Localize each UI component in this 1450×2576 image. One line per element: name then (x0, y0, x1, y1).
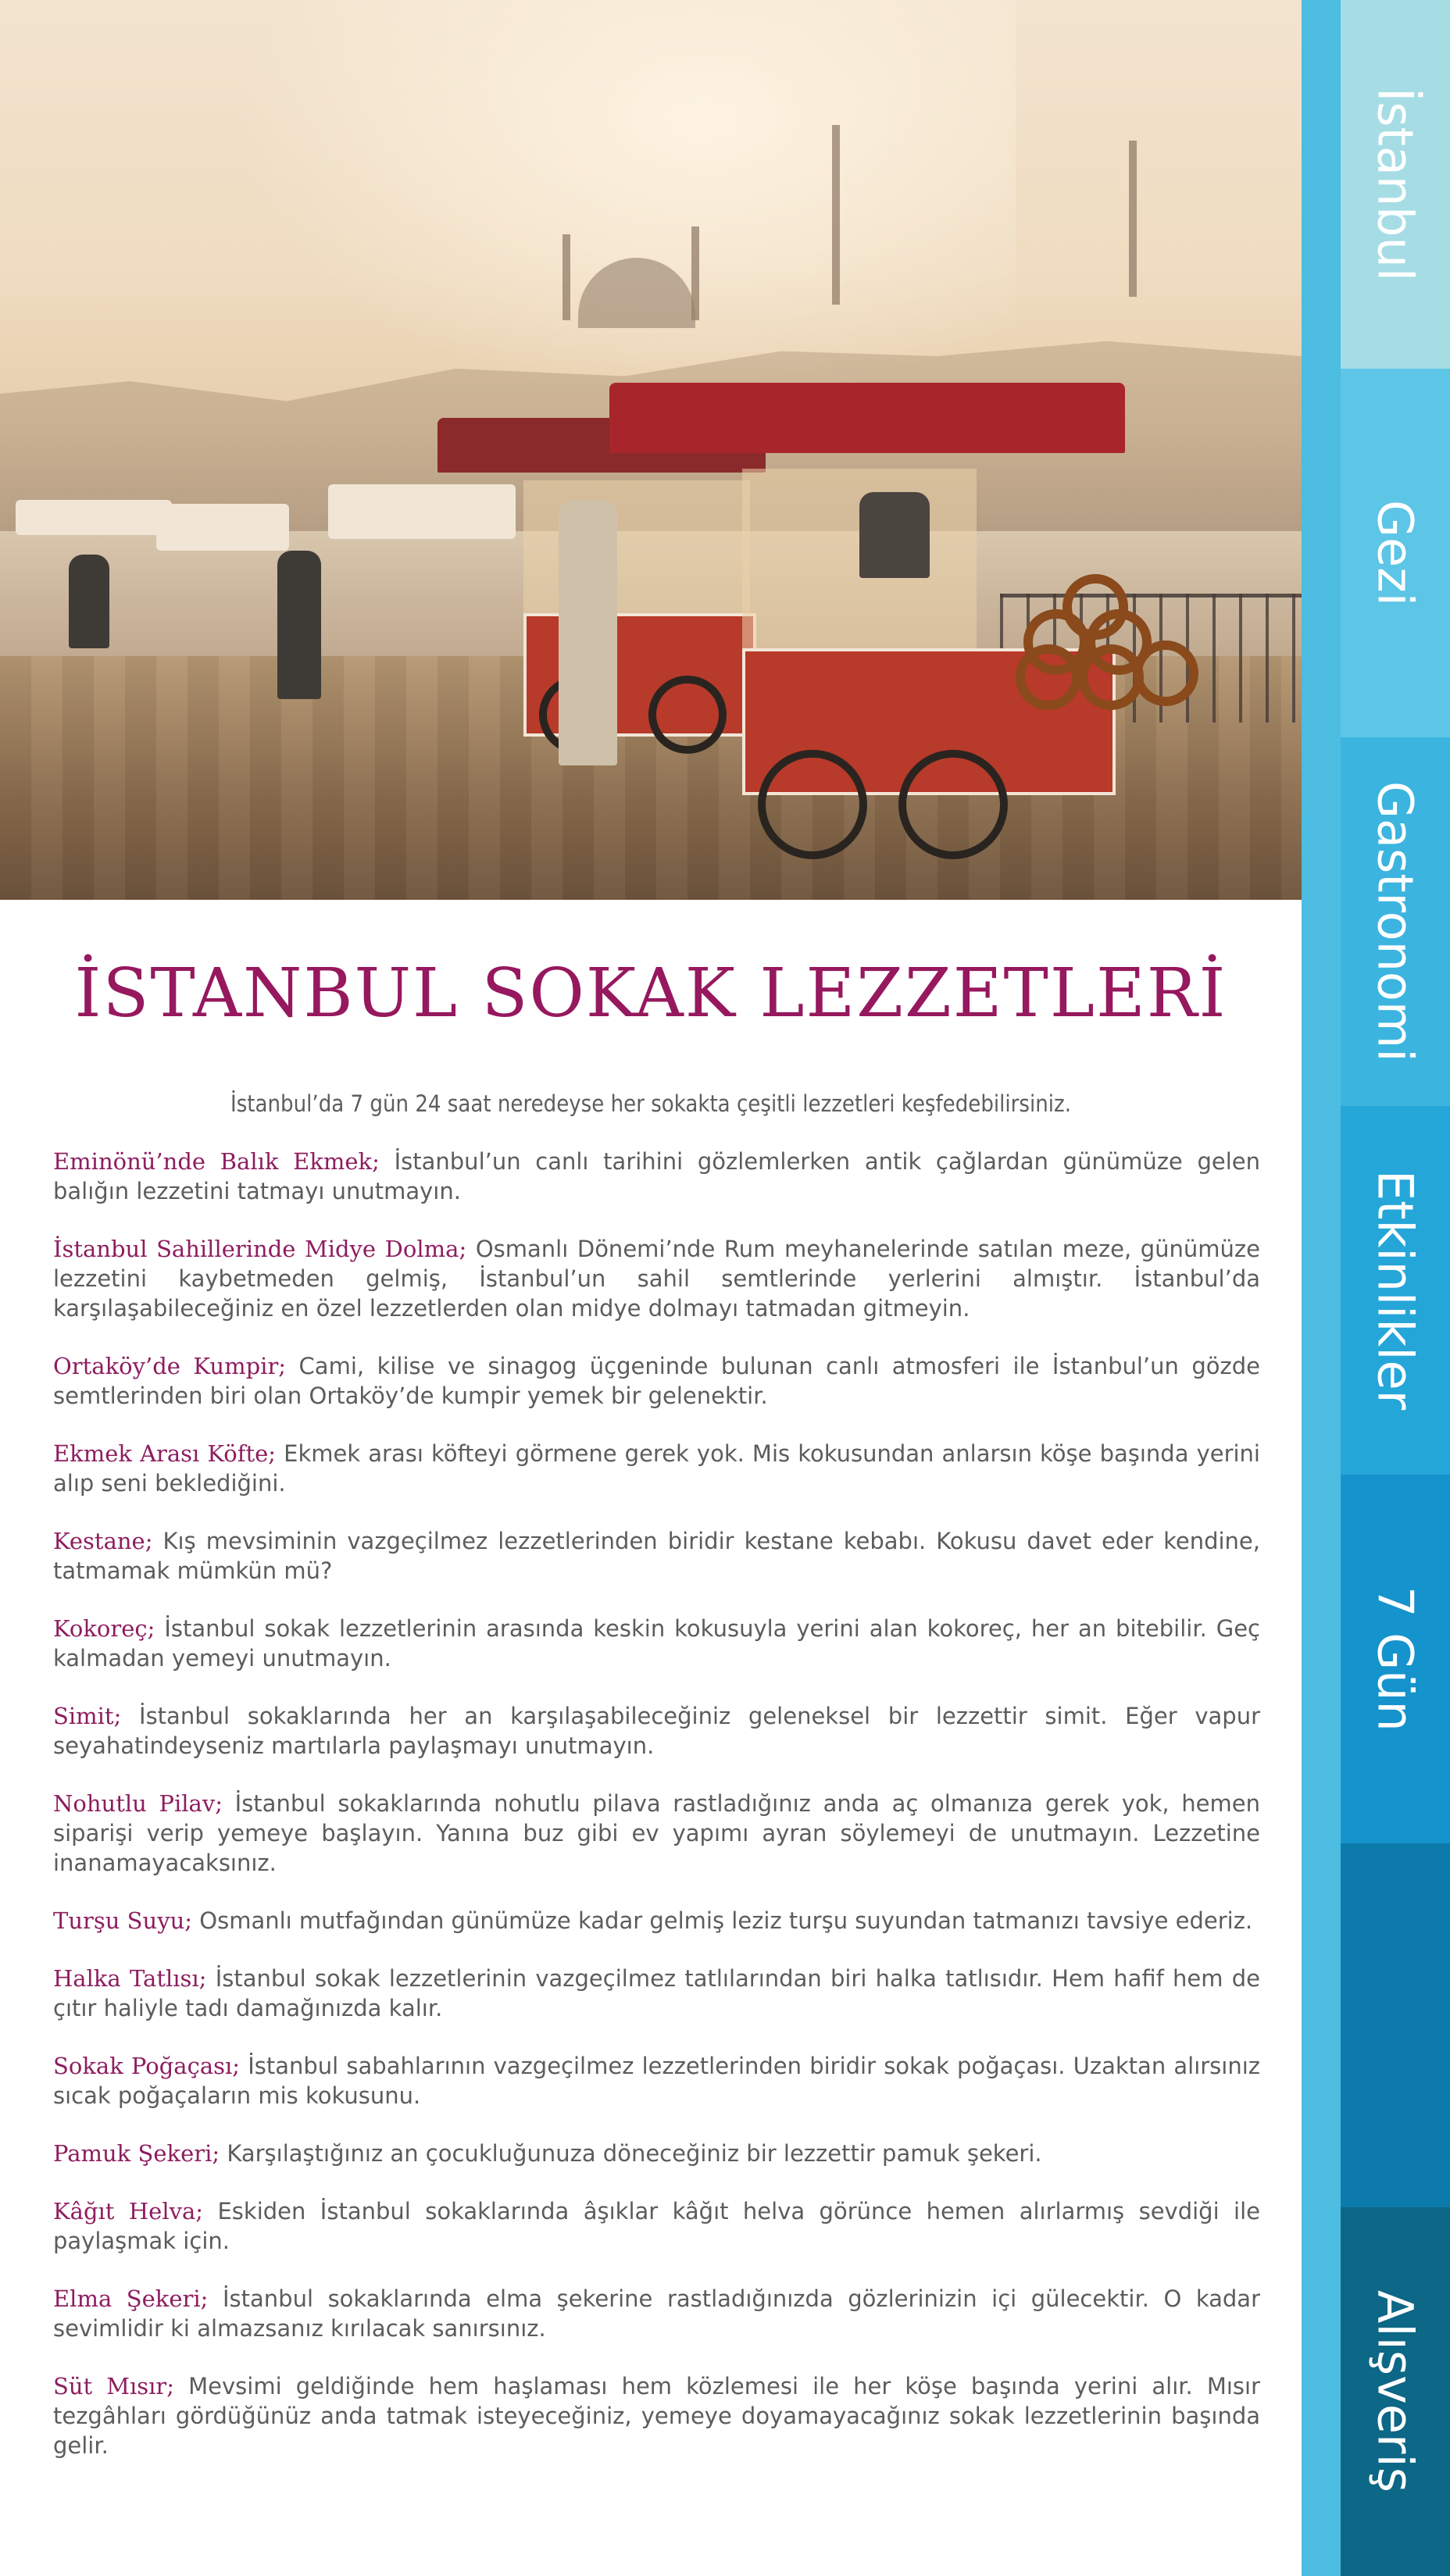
tab-alisveris[interactable] (1341, 2207, 1450, 2576)
item-name: Simit; (53, 1703, 122, 1729)
simit-stack (1016, 644, 1081, 710)
list-item (53, 2139, 1260, 2168)
street-food-list (53, 1147, 1260, 2489)
item-name: Ortaköy’de Kumpir; (53, 1353, 287, 1379)
item-text: İstanbul sabahlarının vazgeçilmez lezzetlerinden biridir sokak poğaçası. Uzaktan alırsınız sıcak poğaçaların mis kokusunu. (53, 2053, 1260, 2109)
tab-label: Alışveriş (1366, 2290, 1424, 2493)
tab-label: Gastronomi (1366, 781, 1424, 1062)
list-item (53, 1701, 1260, 1761)
hero-photo (0, 0, 1302, 900)
list-item (53, 1789, 1260, 1878)
ferry (16, 500, 172, 535)
list-item (53, 1614, 1260, 1673)
list-item (53, 1234, 1260, 1323)
list-item (53, 1351, 1260, 1411)
list-item (53, 1439, 1260, 1498)
item-text: Eskiden İstanbul sokaklarında âşıklar kâğıt helva görünce hemen alırlarmış sevdiği ile paylaşmak için. (53, 2198, 1260, 2254)
item-text: Osmanlı mutfağından günümüze kadar gelmiş leziz turşu suyundan tatmanızı tavsiye ederiz. (192, 1907, 1253, 1934)
tab-label: İstanbul (1366, 87, 1424, 282)
list-item (53, 2284, 1260, 2343)
item-name: Kâğıt Helva; (53, 2198, 204, 2225)
item-text: İstanbul’un canlı tarihini gözlemlerken antik çağlardan günümüze gelen balığın lezzetini tatmayı unutmayın. (53, 1148, 1260, 1204)
fisherman (277, 551, 321, 699)
item-name: Nohutlu Pilav; (53, 1790, 223, 1817)
list-item (53, 1526, 1260, 1586)
tab-label: Gezi (1366, 500, 1424, 606)
item-text: Cami, kilise ve sinagog üçgeninde bulunan canlı atmosferi ile İstanbul’un gözde semtlerinden biri olan Ortaköy’de kumpir yemek bir gelenektir. (53, 1353, 1260, 1409)
item-name: Sokak Poğaçası; (53, 2053, 241, 2079)
tab-7-gun[interactable] (1341, 1475, 1450, 1843)
item-name: İstanbul Sahillerinde Midye Dolma; (53, 1236, 467, 1262)
vendor (859, 492, 930, 578)
vendor (559, 500, 617, 765)
tab-gezi[interactable] (1341, 369, 1450, 737)
item-text: Karşılaştığınız an çocukluğunuza döneceğiniz bir lezzettir pamuk şekeri. (220, 2140, 1042, 2167)
fisherman (69, 555, 109, 648)
list-item (53, 1147, 1260, 1206)
item-text: İstanbul sokak lezzetlerinin vazgeçilmez tatlılarından biri halka tatlısıdır. Hem hafif hem de çıtır haliyle tadı damağınızda kalır. (53, 1965, 1260, 2021)
list-item (53, 2196, 1260, 2256)
minaret (832, 125, 840, 305)
list-item (53, 2051, 1260, 2110)
item-text: Mevsimi geldiğinde hem haşlaması hem közlemesi ile her köşe başında yerini alır. Mısır tezgâhları gördüğünüz anda tatmak isteyeceğiniz, yemeye doyamayacağınız sokak lezzetlerinin başında gelir. (53, 2373, 1260, 2459)
tab-gastronomi[interactable] (1341, 737, 1450, 1106)
page-title: İSTANBUL SOKAK LEZZETLERİ (74, 954, 1227, 1033)
tabs-strip (1302, 0, 1341, 2576)
list-item (53, 1964, 1260, 2023)
minaret (562, 234, 570, 320)
item-text: Kış mevsiminin vazgeçilmez lezzetlerinden biridir kestane kebabı. Kokusu davet eder kendine, tatmamak mümkün mü? (53, 1528, 1260, 1584)
list-item (53, 1906, 1260, 1936)
item-name: Kokoreç; (53, 1615, 155, 1642)
item-name: Kestane; (53, 1528, 153, 1554)
intro-text: İstanbul’da 7 gün 24 saat neredeyse her sokakta çeşitli lezzetleri keşfedebilirsiniz. (230, 1090, 1071, 1117)
item-text: Ekmek arası köfteyi görmene gerek yok. Mis kokusundan anlarsın köşe başında yerini alıp seni beklediğini. (53, 1440, 1260, 1497)
item-text: İstanbul sokaklarında elma şekerine rastladığınızda gözlerinizin içi gülecektir. O kadar sevimlidir ki almazsanız kırılacak sanırsınız. (53, 2285, 1260, 2342)
item-name: Halka Tatlısı; (53, 1965, 207, 1992)
item-name: Süt Mısır; (53, 2373, 175, 2399)
item-text: İstanbul sokak lezzetlerinin arasında keskin kokusuyla yerini alan kokoreç, her an bitebilir. Geç kalmadan yemeyi unutmayın. (53, 1615, 1260, 1672)
item-name: Pamuk Şekeri; (53, 2140, 220, 2167)
tab-label: Etkinlikler (1366, 1170, 1424, 1411)
list-item (53, 2371, 1260, 2460)
tab-label: 7 Gün (1366, 1586, 1424, 1732)
item-text: Osmanlı Dönemi’nde Rum meyhanelerinde satılan meze, günümüze lezzetini kaybetmeden gelmiş, İstanbul’un sahil semtlerinde yerlerini almıştır. İstanbul’da karşılaşabileceğiniz en özel lezzetlerden olan midye dolmayı tatmadan gitmeyin. (53, 1236, 1260, 1322)
tv-tower (1129, 141, 1137, 297)
sky (234, 0, 1016, 406)
item-name: Turşu Suyu; (53, 1907, 193, 1934)
item-text: İstanbul sokaklarında nohutlu pilava rastladığınız anda aç olmanıza gerek yok, hemen siparişi verip yemeye başlayın. Yanına buz gibi ev yapımı ayran söylemeyi de unutmayın. Lezzetine inanamayacaksınız. (53, 1790, 1260, 1876)
tab-istanbul[interactable] (1341, 0, 1450, 369)
tab-etkinlikler[interactable] (1341, 1106, 1450, 1475)
ferry (156, 504, 289, 551)
item-name: Ekmek Arası Köfte; (53, 1440, 277, 1467)
item-name: Elma Şekeri; (53, 2285, 209, 2312)
item-name: Eminönü’nde Balık Ekmek; (53, 1148, 380, 1175)
simit-stack (1133, 640, 1198, 706)
item-text: İstanbul sokaklarında her an karşılaşabileceğiniz geleneksel bir lezzettir simit. Eğer vapur seyahatindeyseniz martılarla paylaşmayı unutmayın. (53, 1703, 1260, 1759)
tab-empty (1341, 1843, 1450, 2212)
